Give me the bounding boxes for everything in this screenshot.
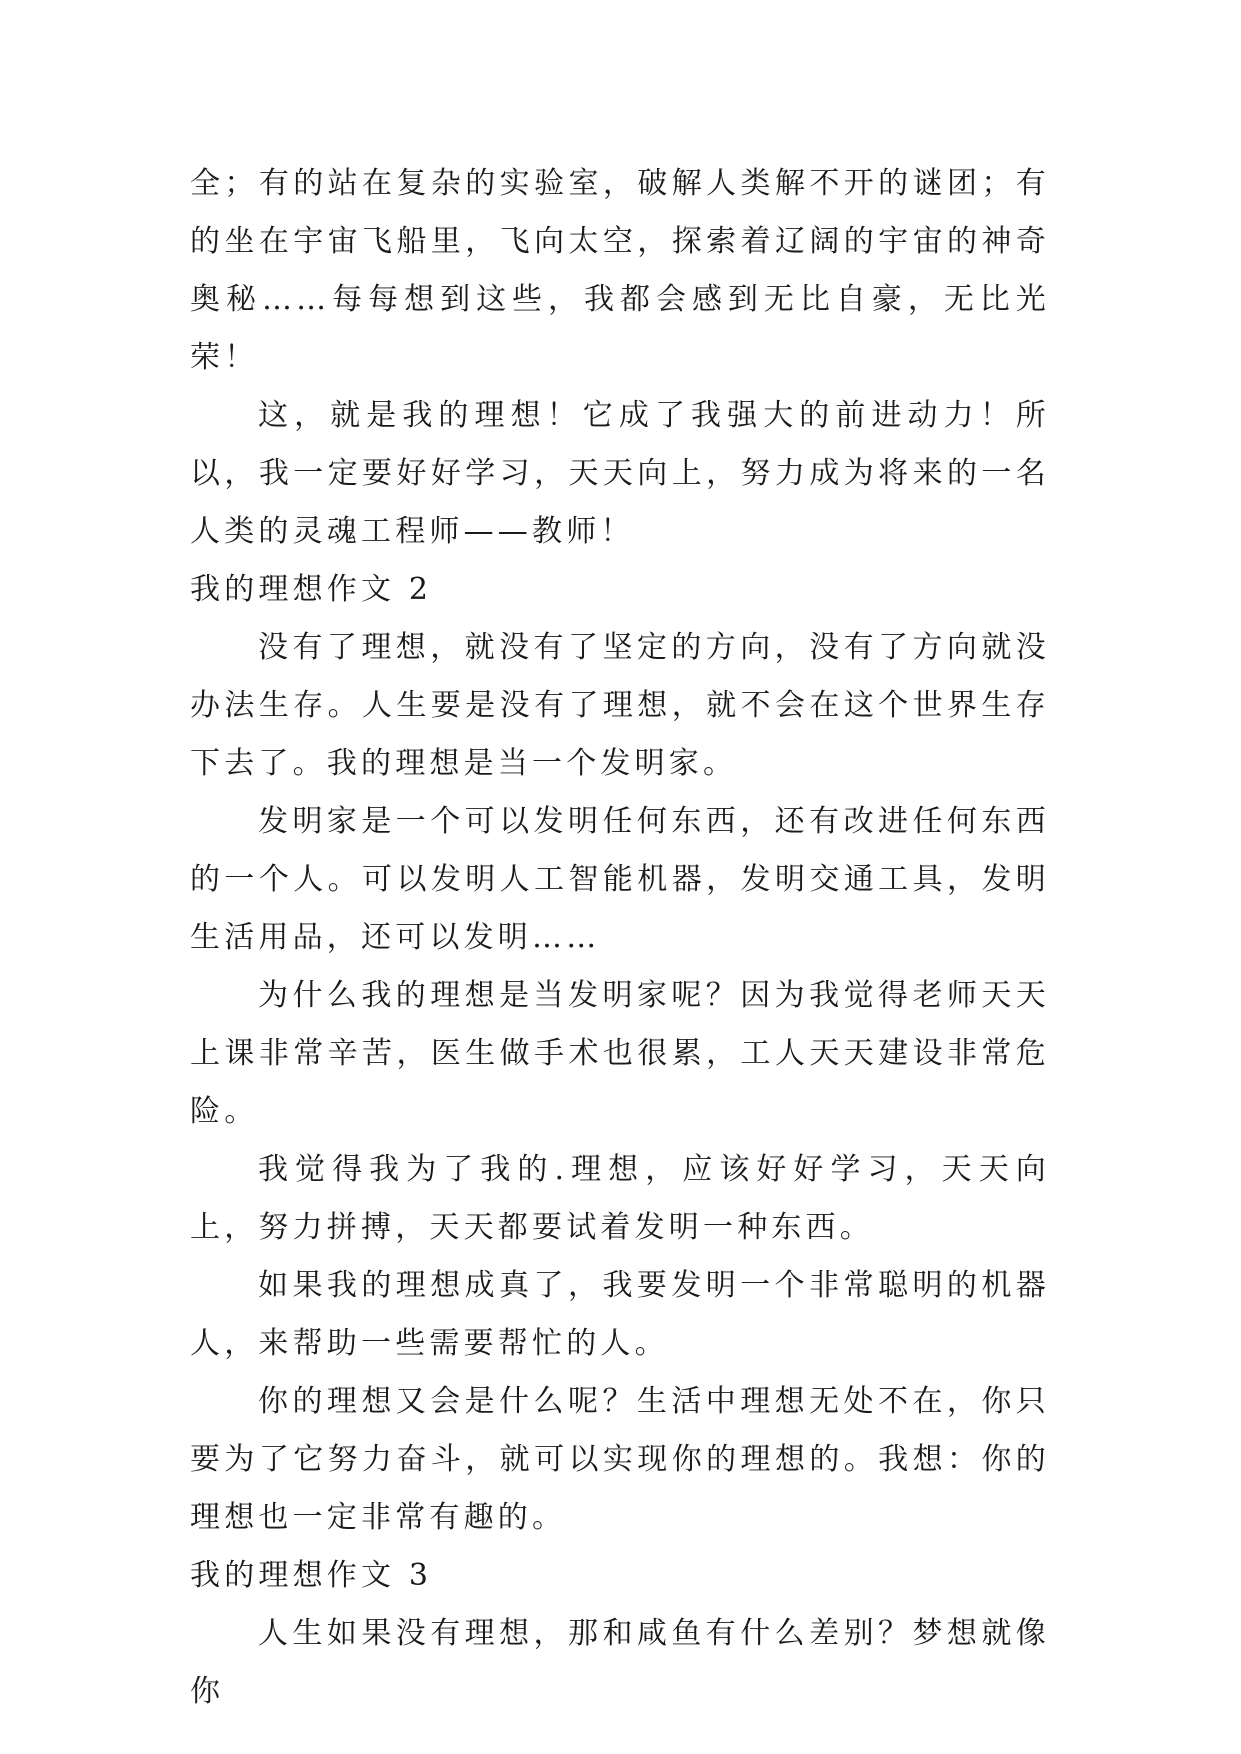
essay-heading-2: 我的理想作文 2 — [190, 572, 433, 607]
paragraph: 如果我的理想成真了，我要发明一个非常聪明的机器人，来帮助一些需要帮忙的人。 — [190, 1268, 1050, 1361]
essay-heading-3: 我的理想作文 3 — [190, 1558, 433, 1593]
paragraph: 为什么我的理想是当发明家呢？因为我觉得老师天天上课非常辛苦，医生做手术也很累，工人天天建设非常危险。 — [190, 978, 1050, 1129]
paragraph: 我觉得我为了我的.理想，应该好好学习，天天向上，努力拼搏，天天都要试着发明一种东西。 — [190, 1152, 1050, 1245]
paragraph-continuation: 全；有的站在复杂的实验室，破解人类解不开的谜团；有的坐在宇宙飞船里，飞向太空，探索着辽阔的宇宙的神奇奥秘……每每想到这些，我都会感到无比自豪，无比光荣！ — [190, 166, 1050, 375]
paragraph: 发明家是一个可以发明任何东西，还有改进任何东西的一个人。可以发明人工智能机器，发明交通工具，发明生活用品，还可以发明…… — [190, 804, 1050, 955]
paragraph: 没有了理想，就没有了坚定的方向，没有了方向就没办法生存。人生要是没有了理想，就不会在这个世界生存下去了。我的理想是当一个发明家。 — [190, 630, 1050, 781]
document-page — [190, 155, 1050, 1721]
paragraph-ideal-teacher: 这，就是我的理想！它成了我强大的前进动力！所以，我一定要好好学习，天天向上，努力成为将来的一名人类的灵魂工程师——教师！ — [190, 398, 1050, 549]
paragraph: 你的理想又会是什么呢？生活中理想无处不在，你只要为了它努力奋斗，就可以实现你的理想的。我想：你的理想也一定非常有趣的。 — [190, 1384, 1050, 1535]
paragraph: 人生如果没有理想，那和咸鱼有什么差别？梦想就像你 — [190, 1616, 1050, 1709]
